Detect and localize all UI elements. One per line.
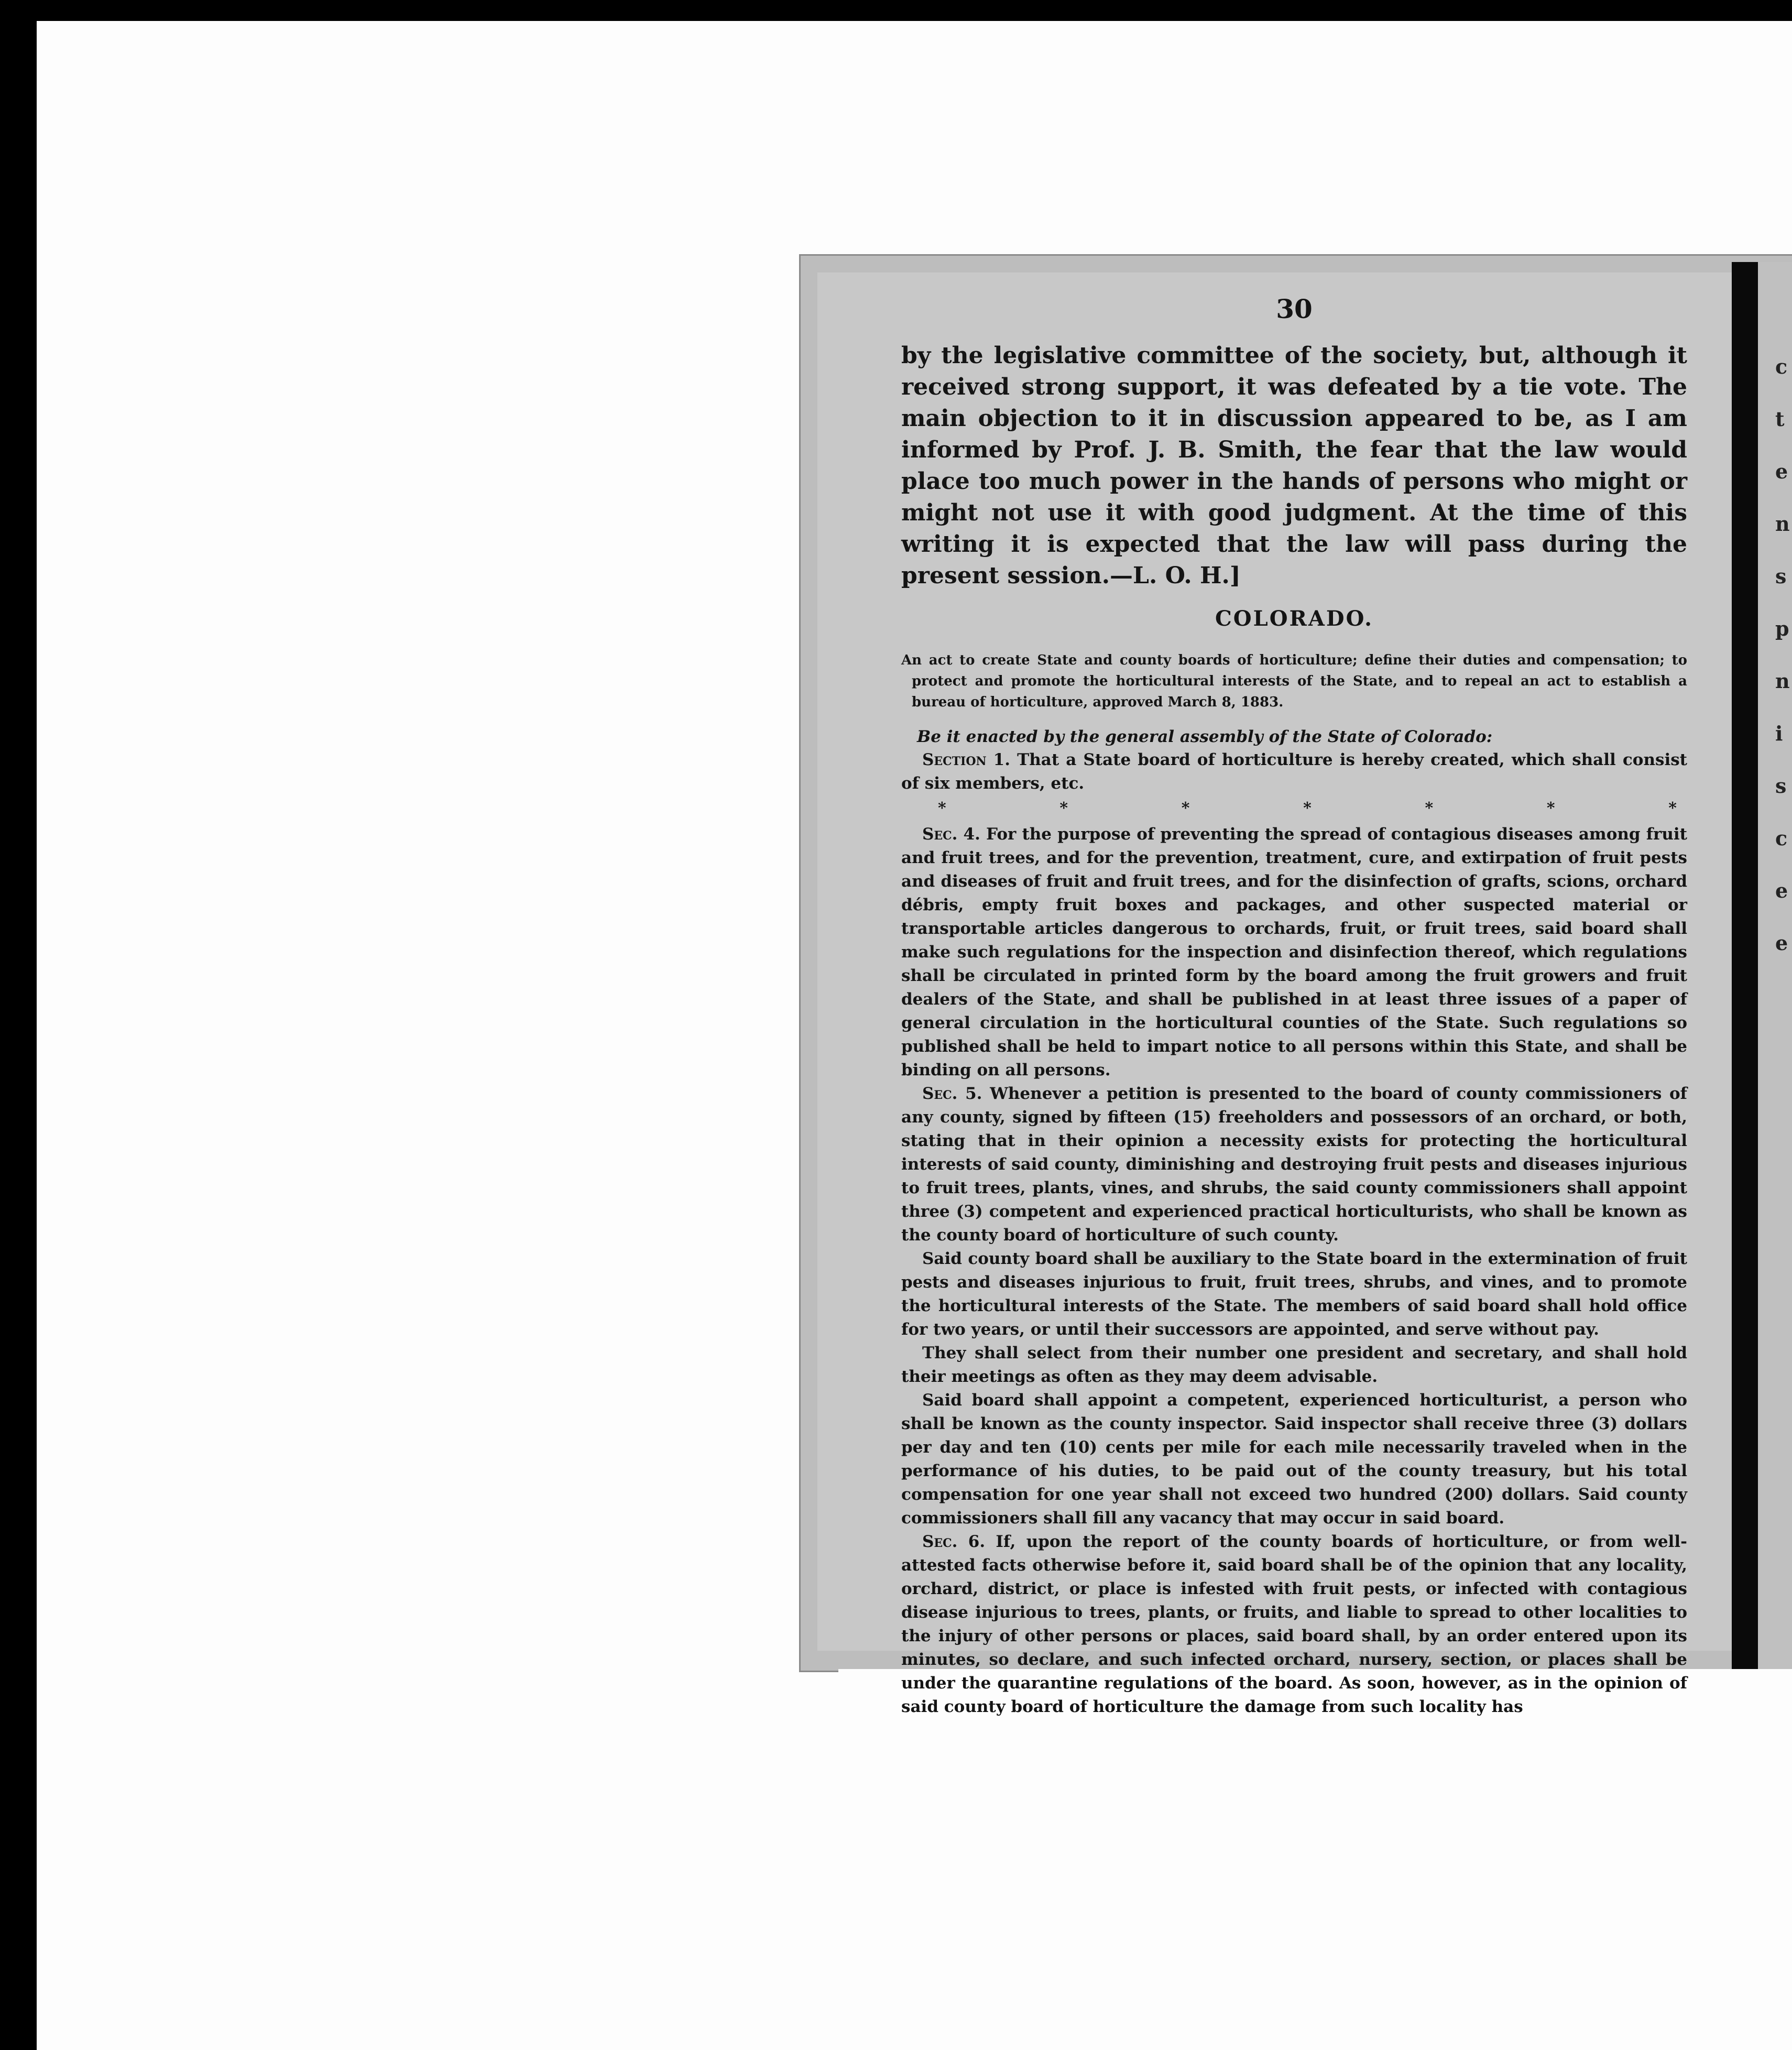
section-1-text: That a State board of horticulture is hereby created, which shall consist of six members, etc. bbox=[901, 750, 1687, 793]
page-gutter bbox=[1732, 262, 1758, 1677]
next-page-letter: s bbox=[1775, 564, 1787, 588]
next-page-letter: c bbox=[1775, 355, 1788, 378]
next-page-letter: i bbox=[1775, 722, 1783, 745]
section-1 bbox=[901, 748, 1687, 795]
section-1-label: Section 1. bbox=[922, 750, 1011, 769]
asterisk: * bbox=[1303, 799, 1312, 817]
section-6-label: Sec. 6. bbox=[922, 1532, 986, 1551]
next-page-letter: s bbox=[1775, 774, 1787, 798]
next-page-letter: e bbox=[1775, 460, 1788, 483]
section-5-label: Sec. 5. bbox=[922, 1084, 982, 1103]
next-page-letter: t bbox=[1775, 407, 1785, 431]
next-page-letter: e bbox=[1775, 879, 1788, 902]
asterisk: * bbox=[938, 799, 946, 817]
omission-asterisks bbox=[901, 800, 1687, 817]
enacting-clause: Be it enacted by the general assembly of the State of Colorado: bbox=[917, 727, 1493, 746]
asterisk: * bbox=[1546, 799, 1555, 817]
next-page-letter: e bbox=[1775, 931, 1788, 955]
section-4-label: Sec. 4. bbox=[922, 825, 980, 844]
asterisk: * bbox=[1059, 799, 1068, 817]
next-page-letter: n bbox=[1775, 669, 1790, 693]
paragraph-officers: They shall select from their number one president and secretary, and shall hold their meetings as often as they may deem advisable. bbox=[901, 1344, 1687, 1386]
asterisk: * bbox=[1425, 799, 1434, 817]
asterisk: * bbox=[1668, 799, 1677, 817]
next-page-letter: p bbox=[1775, 617, 1789, 640]
next-page-letter: n bbox=[1775, 512, 1790, 536]
section-5-text: Whenever a petition is presented to the board of county commissioners of any county, signed by fifteen (15) freeholders and possessors of an orchard, or both, stating that in their opinion a necessity exists for protecting the horticultural interests of said county, diminishing and destroying fruit pests and diseases injurious to fruit trees, plants, vines, and shrubs, the said county commissioners shall appoint three (3) competent and experienced practical horticulturists, who shall be known as the county board of horticulture of such county. bbox=[901, 1084, 1687, 1245]
section-5 bbox=[901, 1082, 1687, 1247]
page-number: 30 bbox=[1276, 293, 1313, 324]
section-6-text: If, upon the report of the county boards of horticulture, or from well-attested facts otherwise before it, said board shall be of the opinion that any locality, orchard, district, or place is infested with fruit pests, or infected with contagious disease injurious to trees, plants, or fruits, and liable to spread to other localities to the injury of other persons or places, said board shall, by an order entered upon its minutes, so declare, and such infected orchard, nursery, section, or places shall be under the quarantine regulations of the board. As soon, however, as in the opinion of said county board of horticulture the damage from such locality has bbox=[901, 1532, 1687, 1716]
page-content bbox=[901, 293, 1687, 1719]
section-heading: COLORADO. bbox=[1215, 606, 1374, 631]
section-4-text: For the purpose of preventing the spread of contagious diseases among fruit and fruit trees, and for the prevention, treatment, cure, and extirpation of fruit pests and diseases of fruit and fruit trees, and for the disinfection of grafts, scions, orchard débris, empty fruit boxes and packages, and other suspected material or transportable articles dangerous to orchards, fruit, or fruit trees, said board shall make such regulations for the inspection and disinfection thereof, which regulations shall be circulated in printed form by the board among the fruit growers and fruit dealers of the State, and shall be published in at least three issues of a paper of general circulation in the horticultural counties of the State. Such regulations so published shall be held to impart notice to all persons within this State, and shall be binding on all persons. bbox=[901, 825, 1687, 1079]
section-6 bbox=[901, 1530, 1687, 1719]
paragraph-inspector: Said board shall appoint a competent, experienced horticulturist, a person who shall be known as the county inspector. Said inspector shall receive three (3) dollars per day and ten (10) cents per mile for each mile necessarily traveled when in the performance of his duties, to be paid out of the county treasury, but his total compensation for one year shall not exceed two hundred (200) dollars. Said county commissioners shall fill any vacancy that may occur in said board. bbox=[901, 1391, 1687, 1528]
asterisk: * bbox=[1181, 799, 1190, 817]
next-page-fragments bbox=[1775, 341, 1792, 969]
act-title: An act to create State and county boards of horticulture; define their duties and compensation; to protect and promote the horticultural interests of the State, and to repeal an act to establish a bureau of horticulture, approved March 8, 1883. bbox=[901, 652, 1687, 710]
section-4 bbox=[901, 823, 1687, 1082]
intro-paragraph: by the legislative committee of the society, but, although it received strong support, it was defeated by a tie vote. The main objection to it in discussion appeared to be, as I am informed by Prof. J. B. Smith, the fear that the law would place too much power in the hands of persons who might or might not use it with good judgment. At the time of this writing it is expected that the law will pass during the present session.—L. O. H.] bbox=[901, 342, 1687, 589]
paragraph-auxiliary: Said county board shall be auxiliary to the State board in the extermination of fruit pests and diseases injurious to fruit, fruit trees, shrubs, and vines, and to promote the horticultural interests of the State. The members of said board shall hold office for two years, or until their successors are appointed, and serve without pay. bbox=[901, 1249, 1687, 1339]
next-page-letter: c bbox=[1775, 826, 1788, 850]
